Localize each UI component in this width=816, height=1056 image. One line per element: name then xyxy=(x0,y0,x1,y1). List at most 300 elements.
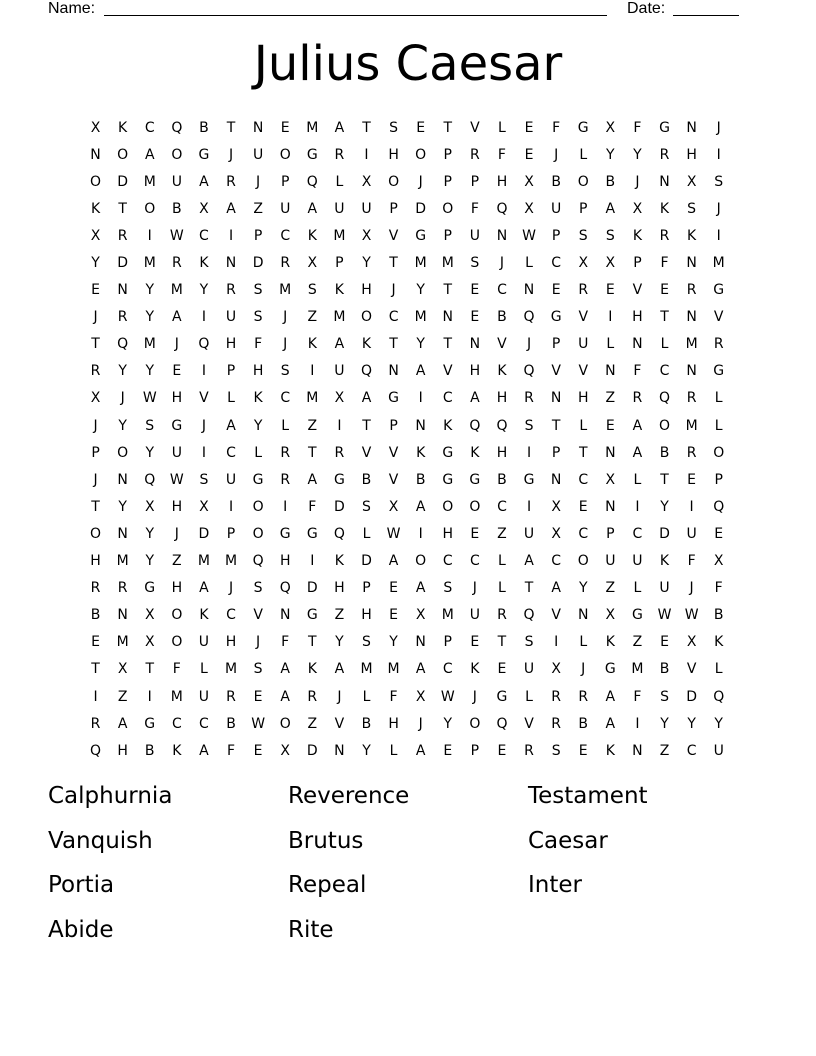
grid-cell: D xyxy=(306,580,318,597)
grid-cell: U xyxy=(469,607,480,624)
grid-cell: Z xyxy=(605,390,616,407)
grid-cell: T xyxy=(226,119,236,136)
grid-cell: R xyxy=(632,390,643,407)
grid-cell: J xyxy=(201,417,206,434)
word-list-item: Reverence xyxy=(288,783,410,809)
word-list-item: Vanquish xyxy=(48,827,153,854)
grid-cell: J xyxy=(391,282,396,299)
grid-cell: X xyxy=(415,688,426,705)
grid-cell: K xyxy=(172,742,182,759)
grid-cell: K xyxy=(307,661,317,678)
grid-cell: Z xyxy=(307,309,318,326)
grid-cell: J xyxy=(174,525,179,542)
grid-cell: M xyxy=(712,255,725,272)
grid-cell: S xyxy=(253,580,263,597)
grid-cell: T xyxy=(443,119,453,136)
grid-cell: M xyxy=(116,553,129,570)
grid-cell: F xyxy=(660,255,669,272)
grid-cell: N xyxy=(632,742,643,759)
grid-cell: R xyxy=(280,471,291,488)
grid-cell: P xyxy=(470,173,480,190)
grid-cell: N xyxy=(252,119,264,136)
grid-cell: C xyxy=(199,715,209,732)
grid-cell: H xyxy=(279,553,291,570)
grid-cell: R xyxy=(578,688,589,705)
grid-cell: I xyxy=(201,444,206,461)
grid-cell: H xyxy=(686,146,697,163)
grid-cell: T xyxy=(443,282,453,299)
grid-cell: R xyxy=(686,390,697,407)
grid-cell: I xyxy=(310,553,315,570)
grid-cell: I xyxy=(716,227,721,244)
grid-cell: N xyxy=(686,363,697,380)
grid-cell: X xyxy=(144,498,155,515)
grid-cell: B xyxy=(415,471,426,488)
grid-cell: Q xyxy=(144,471,156,488)
grid-cell: K xyxy=(470,444,480,461)
grid-cell: H xyxy=(252,363,264,380)
grid-cell: P xyxy=(91,444,100,461)
grid-cell: M xyxy=(685,417,698,434)
grid-cell: Z xyxy=(172,553,182,570)
grid-cell: H xyxy=(334,580,345,597)
grid-cell: S xyxy=(578,227,588,244)
grid-cell: L xyxy=(498,580,506,597)
grid-cell: T xyxy=(551,417,561,434)
grid-cell: R xyxy=(117,227,128,244)
grid-cell: Y xyxy=(687,715,696,732)
grid-cell: L xyxy=(660,336,669,353)
grid-cell: J xyxy=(93,471,98,488)
grid-cell: A xyxy=(605,688,616,705)
grid-cell: S xyxy=(714,173,724,190)
grid-cell: Y xyxy=(118,498,127,515)
grid-cell: J xyxy=(256,634,261,651)
grid-cell: Y xyxy=(199,282,209,299)
grid-cell: R xyxy=(686,444,697,461)
grid-cell: T xyxy=(578,444,588,461)
grid-cell: H xyxy=(171,390,183,407)
grid-cell: D xyxy=(117,255,129,272)
grid-cell: C xyxy=(551,255,562,272)
grid-cell: L xyxy=(200,661,208,678)
grid-cell: E xyxy=(172,363,182,380)
grid-cell: Y xyxy=(362,255,371,272)
grid-cell: Q xyxy=(496,417,508,434)
grid-cell: R xyxy=(497,607,507,624)
grid-cell: S xyxy=(307,282,317,299)
grid-cell: Y xyxy=(335,634,344,651)
grid-cell: S xyxy=(199,471,209,488)
grid-cell: R xyxy=(117,309,128,326)
grid-cell: K xyxy=(199,255,209,272)
grid-cell: X xyxy=(90,227,101,244)
grid-cell: U xyxy=(171,173,182,190)
grid-cell: O xyxy=(360,309,372,326)
grid-cell: J xyxy=(256,173,261,190)
grid-cell: B xyxy=(659,661,670,678)
grid-cell: A xyxy=(280,688,290,705)
grid-cell: T xyxy=(362,119,371,136)
grid-cell: P xyxy=(443,146,452,163)
grid-cell: C xyxy=(442,661,453,678)
grid-cell: S xyxy=(362,634,371,651)
grid-cell: R xyxy=(90,715,101,732)
grid-cell: S xyxy=(551,742,561,759)
grid-cell: P xyxy=(335,255,344,272)
grid-cell: K xyxy=(497,363,507,380)
grid-cell: P xyxy=(226,525,236,542)
grid-cell: C xyxy=(144,119,155,136)
grid-cell: G xyxy=(333,471,345,488)
grid-cell: R xyxy=(713,336,724,353)
grid-cell: M xyxy=(414,255,427,272)
grid-cell: N xyxy=(605,444,616,461)
grid-cell: D xyxy=(659,525,670,542)
grid-cell: J xyxy=(635,173,640,190)
grid-cell: N xyxy=(686,309,697,326)
grid-cell: A xyxy=(415,498,426,515)
grid-cell: I xyxy=(283,498,288,515)
grid-cell: U xyxy=(361,200,372,217)
grid-cell: V xyxy=(578,363,589,380)
grid-cell: B xyxy=(361,715,372,732)
grid-cell: B xyxy=(578,715,589,732)
grid-cell: I xyxy=(689,498,694,515)
grid-cell: F xyxy=(687,553,696,570)
grid-cell: R xyxy=(171,255,182,272)
grid-cell: P xyxy=(470,742,480,759)
grid-cell: E xyxy=(687,471,697,488)
grid-cell: E xyxy=(416,119,426,136)
grid-cell: K xyxy=(199,607,209,624)
grid-cell: E xyxy=(389,580,398,597)
grid-cell: W xyxy=(169,471,184,488)
grid-cell: I xyxy=(228,227,234,244)
grid-cell: U xyxy=(198,634,210,651)
grid-cell: J xyxy=(472,688,477,705)
grid-cell: C xyxy=(632,525,643,542)
grid-cell: G xyxy=(713,363,725,380)
grid-cell: V xyxy=(442,363,453,380)
grid-cell: F xyxy=(254,336,263,353)
grid-cell: Q xyxy=(469,417,481,434)
grid-cell: J xyxy=(120,390,125,407)
grid-cell: O xyxy=(90,525,102,542)
grid-cell: Y xyxy=(118,363,127,380)
grid-cell: E xyxy=(253,688,263,705)
grid-cell: Z xyxy=(632,634,643,651)
grid-cell: K xyxy=(659,200,670,217)
grid-cell: T xyxy=(145,661,155,678)
grid-cell: T xyxy=(524,580,534,597)
grid-cell: C xyxy=(497,282,507,299)
grid-cell: K xyxy=(443,417,453,434)
grid-cell: E xyxy=(470,525,480,542)
word-list-item: Caesar xyxy=(528,827,608,854)
grid-cell: R xyxy=(90,363,101,380)
grid-cell: T xyxy=(91,661,100,678)
grid-cell: C xyxy=(659,363,670,380)
grid-cell: J xyxy=(526,336,532,353)
grid-cell: D xyxy=(198,525,210,542)
grid-cell: K xyxy=(307,227,317,244)
grid-cell: N xyxy=(415,417,426,434)
letter-grid xyxy=(82,114,732,764)
grid-cell: A xyxy=(172,309,182,326)
grid-cell: R xyxy=(551,688,561,705)
grid-cell: L xyxy=(579,417,588,434)
grid-cell: K xyxy=(334,553,344,570)
grid-cell: L xyxy=(714,661,723,678)
grid-cell: M xyxy=(279,282,292,299)
grid-cell: N xyxy=(225,255,237,272)
grid-cell: N xyxy=(117,471,128,488)
grid-cell: A xyxy=(415,580,426,597)
grid-cell: H xyxy=(388,146,399,163)
grid-cell: X xyxy=(605,255,616,272)
grid-cell: M xyxy=(143,336,156,353)
grid-cell: I xyxy=(418,525,423,542)
grid-cell: I xyxy=(310,363,315,380)
grid-cell: J xyxy=(93,309,98,326)
grid-cell: A xyxy=(632,417,643,434)
grid-cell: V xyxy=(361,444,372,461)
grid-cell: I xyxy=(201,309,206,326)
grid-cell: V xyxy=(253,607,263,624)
grid-cell: L xyxy=(227,390,235,407)
grid-cell: A xyxy=(524,553,534,570)
grid-cell: C xyxy=(199,227,209,244)
grid-cell: V xyxy=(578,309,589,326)
grid-cell: L xyxy=(254,444,263,461)
grid-cell: U xyxy=(523,661,535,678)
grid-cell: T xyxy=(660,471,669,488)
grid-cell: L xyxy=(606,336,615,353)
grid-cell: P xyxy=(443,634,452,651)
grid-cell: V xyxy=(524,715,534,732)
grid-cell: B xyxy=(172,200,182,217)
grid-cell: R xyxy=(659,227,670,244)
grid-cell: X xyxy=(144,607,155,624)
grid-cell: X xyxy=(361,173,372,190)
grid-cell: U xyxy=(713,742,724,759)
grid-cell: R xyxy=(334,146,345,163)
grid-cell: E xyxy=(389,607,398,624)
grid-cell: O xyxy=(442,498,454,515)
grid-cell: W xyxy=(522,227,536,244)
grid-cell: X xyxy=(199,498,209,515)
grid-cell: V xyxy=(632,282,643,299)
grid-cell: N xyxy=(442,309,453,326)
grid-cell: Q xyxy=(659,390,671,407)
grid-cell: O xyxy=(252,498,264,515)
grid-cell: Y xyxy=(660,498,669,515)
date-blank-line xyxy=(673,15,739,16)
grid-cell: A xyxy=(415,742,426,759)
grid-cell: N xyxy=(469,336,481,353)
grid-cell: F xyxy=(226,742,236,759)
word-list-item: Testament xyxy=(528,783,648,809)
grid-cell: L xyxy=(633,580,642,597)
grid-cell: P xyxy=(443,227,452,244)
grid-cell: M xyxy=(360,661,373,678)
grid-cell: L xyxy=(633,471,642,488)
grid-cell: M xyxy=(116,634,129,651)
grid-cell: X xyxy=(415,607,426,624)
grid-cell: Q xyxy=(713,688,725,705)
grid-cell: G xyxy=(388,390,399,407)
grid-cell: O xyxy=(415,553,427,570)
grid-cell: E xyxy=(660,634,669,651)
grid-cell: A xyxy=(605,715,616,732)
grid-cell: T xyxy=(91,336,100,353)
grid-cell: E xyxy=(551,282,561,299)
grid-cell: U xyxy=(469,227,480,244)
grid-cell: P xyxy=(579,200,588,217)
grid-cell: R xyxy=(551,715,561,732)
grid-cell: C xyxy=(226,607,236,624)
grid-cell: H xyxy=(496,390,508,407)
grid-cell: U xyxy=(334,200,345,217)
grid-cell: G xyxy=(279,525,291,542)
grid-cell: K xyxy=(334,282,344,299)
grid-cell: M xyxy=(224,553,238,570)
grid-cell: G xyxy=(442,444,454,461)
grid-cell: U xyxy=(523,525,535,542)
grid-cell: L xyxy=(362,525,371,542)
grid-cell: M xyxy=(333,227,346,244)
grid-cell: Y xyxy=(362,742,371,759)
grid-cell: D xyxy=(334,498,345,515)
grid-cell: L xyxy=(362,688,371,705)
grid-cell: P xyxy=(551,444,561,461)
grid-cell: O xyxy=(415,146,427,163)
grid-cell: G xyxy=(469,471,481,488)
grid-cell: R xyxy=(524,742,534,759)
grid-cell: E xyxy=(91,634,100,651)
grid-cell: Y xyxy=(145,309,155,326)
grid-cell: I xyxy=(716,146,721,163)
grid-cell: R xyxy=(226,688,236,705)
grid-cell: J xyxy=(499,255,505,272)
word-list-item: Abide xyxy=(48,916,114,943)
grid-cell: K xyxy=(605,634,615,651)
grid-cell: E xyxy=(714,525,724,542)
grid-cell: S xyxy=(660,688,669,705)
grid-cell: J xyxy=(716,200,721,217)
grid-cell: S xyxy=(280,363,290,380)
grid-cell: R xyxy=(90,580,101,597)
grid-cell: L xyxy=(579,146,588,163)
grid-cell: G xyxy=(306,525,318,542)
grid-cell: F xyxy=(389,688,398,705)
grid-cell: N xyxy=(117,282,128,299)
grid-cell: U xyxy=(198,688,210,705)
grid-cell: C xyxy=(442,553,453,570)
grid-cell: J xyxy=(337,688,342,705)
grid-cell: P xyxy=(443,173,452,190)
grid-cell: T xyxy=(660,309,669,326)
grid-cell: V xyxy=(551,607,561,624)
grid-cell: L xyxy=(525,688,533,705)
grid-cell: I xyxy=(337,417,342,434)
grid-cell: U xyxy=(632,553,643,570)
grid-cell: Q xyxy=(713,498,725,515)
grid-cell: O xyxy=(90,173,102,190)
grid-cell: Y xyxy=(606,146,615,163)
grid-cell: Z xyxy=(497,525,507,542)
grid-cell: E xyxy=(470,282,480,299)
grid-cell: I xyxy=(201,363,206,380)
grid-cell: Z xyxy=(307,715,318,732)
grid-cell: N xyxy=(523,282,535,299)
grid-cell: X xyxy=(551,525,561,542)
grid-cell: A xyxy=(361,390,372,407)
grid-cell: U xyxy=(605,553,616,570)
grid-cell: N xyxy=(279,607,291,624)
grid-cell: S xyxy=(145,417,155,434)
grid-cell: C xyxy=(280,227,291,244)
grid-cell: X xyxy=(605,607,616,624)
grid-cell: M xyxy=(143,255,156,272)
grid-cell: C xyxy=(578,525,589,542)
grid-cell: A xyxy=(334,336,345,353)
grid-cell: T xyxy=(443,336,453,353)
grid-cell: G xyxy=(631,607,643,624)
grid-cell: R xyxy=(524,390,534,407)
grid-cell: H xyxy=(632,309,643,326)
grid-cell: Y xyxy=(91,255,100,272)
grid-cell: X xyxy=(307,255,318,272)
grid-cell: X xyxy=(632,200,643,217)
grid-cell: P xyxy=(280,173,290,190)
grid-cell: A xyxy=(199,580,209,597)
grid-cell: L xyxy=(335,173,344,190)
grid-cell: I xyxy=(608,309,613,326)
grid-cell: A xyxy=(334,119,345,136)
grid-cell: L xyxy=(579,634,588,651)
grid-cell: E xyxy=(280,119,290,136)
page-title: Julius Caesar xyxy=(253,36,563,92)
grid-cell: J xyxy=(689,580,694,597)
grid-cell: R xyxy=(307,688,318,705)
grid-cell: N xyxy=(388,363,399,380)
grid-cell: A xyxy=(632,444,643,461)
grid-cell: D xyxy=(252,255,264,272)
grid-cell: X xyxy=(551,498,561,515)
grid-cell: W xyxy=(657,607,672,624)
grid-cell: C xyxy=(280,390,291,407)
grid-cell: I xyxy=(364,146,369,163)
grid-cell: B xyxy=(497,471,507,488)
grid-cell: H xyxy=(117,742,128,759)
grid-cell: O xyxy=(279,146,291,163)
grid-cell: U xyxy=(659,580,670,597)
grid-cell: M xyxy=(197,553,210,570)
grid-cell: V xyxy=(470,119,480,136)
grid-cell: C xyxy=(226,444,236,461)
grid-cell: M xyxy=(414,309,427,326)
grid-cell: N xyxy=(550,471,562,488)
grid-cell: F xyxy=(552,119,561,136)
grid-cell: L xyxy=(389,742,398,759)
grid-cell: U xyxy=(280,200,291,217)
grid-cell: C xyxy=(171,715,182,732)
grid-cell: U xyxy=(551,200,562,217)
grid-cell: K xyxy=(659,553,670,570)
grid-cell: J xyxy=(283,309,288,326)
